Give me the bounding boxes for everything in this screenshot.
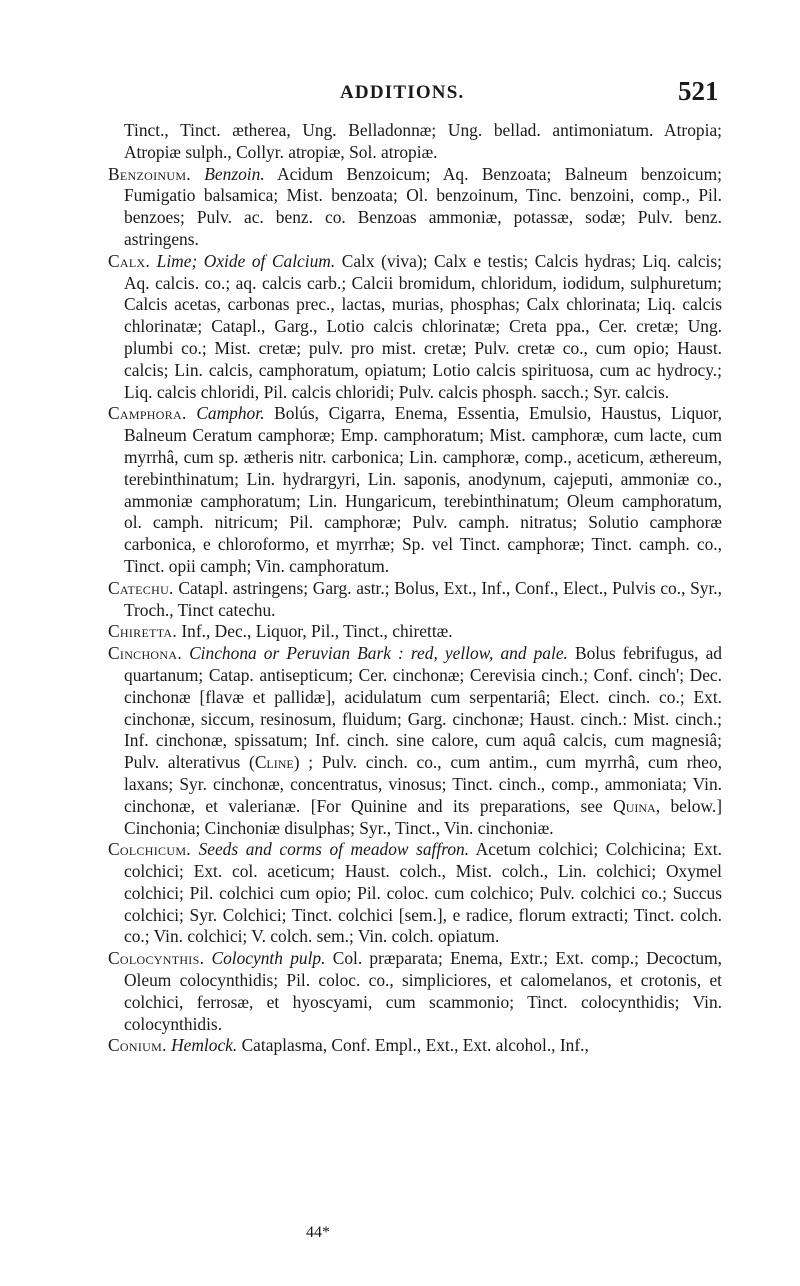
entry-headword: Chiretta. — [108, 621, 178, 642]
entry-text: Catapl. astringens; Garg. astr.; Bolus, Ext., Inf., Conf., Elect., Pulvis co., Syr., Troch., Tinct catechu. — [124, 577, 722, 620]
running-title: ADDITIONS. — [340, 82, 465, 103]
entry — [108, 120, 722, 164]
entry-headword: Colchicum. — [108, 839, 191, 860]
entry-headword: Calx. — [108, 250, 151, 271]
entry — [108, 948, 722, 1035]
entry-text: Tinct., Tinct. ætherea, Ung. Belladonnæ; Ung. bellad. antimoniatum. Atropia; Atropiæ sulph., Collyr. atropiæ, Sol. atropiæ. — [124, 120, 722, 162]
entry — [108, 839, 722, 948]
running-head — [0, 76, 800, 110]
page-number: 521 — [678, 76, 719, 106]
entry-headword: Camphora. — [108, 403, 187, 424]
entry — [108, 164, 722, 251]
entry-text: Acidum Benzoicum; Aq. Benzoata; Balneum benzoicum; Fumigatio balsamica; Mist. benzoata; Ol. benzoinum, Tinc. benzoini, comp., Pil. benzoes; Pulv. ac. benz. co. Benzoas ammoniæ, potassæ, sodæ; Pulv. benz. astringens. — [124, 163, 722, 249]
entry-crossref: Cline — [254, 752, 294, 773]
entry-gloss: Seeds and corms of meadow saffron. — [198, 839, 470, 860]
entry-gloss: Lime; Oxide of Calcium. — [156, 250, 336, 271]
entry — [108, 578, 722, 622]
entry-text — [191, 839, 199, 859]
entry-text: Bolús, Cigarra, Enema, Essentia, Emulsio, Haustus, Liquor, Balneum Ceratum camphoræ; Emp. camphoratum; Mist. camphoræ, cum lacte, cum myrrhâ, cum sp. ætheris nitr. carbonica; Lin. camphoræ, comp., aceticum, æthereum, terebinthinatum; Lin. hydrargyri, Lin. saponis, anodynum, cajeputi, ammoniæ co., ammoniæ camphoratum; Lin. Hungaricum, terebinthinatum; Oleum camphoratum, ol. camph. nitricum; Pil. camphoræ; Pulv. camph. nitratus; Solutio camphoræ carbonica, e chloroformo, et myrrhæ; Sp. vel Tinct. camphoræ; Tinct. camph. co., Tinct. opii camph; Vin. camphoratum. — [124, 403, 722, 576]
entry-text: Calx (viva); Calx e testis; Calcis hydras; Liq. calcis; Aq. calcis. co.; aq. calcis carb.; Calcii bromidum, chloridum, iodidum, sulphuretum; Calcis acetas, carbonas prec., lactas, murias, phosphas; Calx chlorinata; Liq. calcis chlorinatæ; Catapl., Garg., Lotio calcis chlorinatæ; Creta ppa., Cer. cretæ; Ung. plumbi co.; Mist. cretæ; pulv. pro mist. cretæ; Pulv. cretæ co., cum opio; Haust. calcis; Lin. calcis, camphoratum, opiatum; Lotio calcis spirituosa, cum ac hydrocy.; Liq. calcis chloridi, Pil. calcis chloridi; Pulv. calcis phosph. sacch.; Syr. calcis. — [124, 250, 722, 402]
entry-text: Col. præparata; Enema, Extr.; Ext. comp.; Decoctum, Oleum colocynthidis; Pil. coloc. co., simpliciores, et calomelanos, et crotonis, et colchici, ferrosæ, et hyoscyami, cum scammonio; Tinct. colocynthidis; Vin. colocynthidis. — [124, 948, 722, 1034]
signature-mark: 44* — [306, 1224, 330, 1241]
entry-text — [182, 643, 189, 663]
entry — [108, 251, 722, 404]
entry-crossref: Quina — [613, 795, 656, 816]
entry-headword: Colocynthis. — [108, 948, 205, 969]
entry-text: Cataplasma, Conf. Empl., Ext., Ext. alcohol., Inf., — [237, 1035, 589, 1056]
entry-gloss: Colocynth pulp. — [211, 948, 326, 969]
entry — [108, 403, 722, 577]
entry-text: ) ; Pulv. cinch. co., cum antim., cum myrrhâ, cum rheo, laxans; Syr. cinchonæ, concentratus, vinosus; Tinct. cinch., comp., ammoniata; Vin. cinchonæ, et valerianæ. [For Quinine and its preparations, see — [124, 752, 722, 816]
entry-gloss: Cinchona or Peruvian Bark : red, yellow, and pale. — [189, 643, 568, 664]
entry-headword: Catechu. — [108, 577, 174, 598]
entry-text — [191, 164, 204, 184]
entry-text — [187, 403, 197, 423]
entry — [108, 621, 722, 643]
entry-headword: Benzoinum. — [108, 163, 191, 184]
entry-headword: Cinchona. — [108, 643, 182, 664]
entry — [108, 643, 722, 839]
body-text — [108, 120, 722, 1057]
entry-text: Bolus febrifugus, ad quartanum; Catap. antisepticum; Cer. cinchonæ; Cerevisia cinch.; Conf. cinch'; Dec. cinchonæ [flavæ et pallidæ], acidulatum cum serpentariâ; Elect. cinch. co.; Ext. cinchonæ, siccum, resinosum, fluidum; Garg. cinchonæ; Haust. cinch.: Mist. cinch.; Inf. cinchonæ, spissatum; Inf. cinch. sine calore, cum aquâ calcis, cum magnesiâ; Pulv. alterativus ( — [124, 643, 722, 773]
entry — [108, 1035, 722, 1057]
entry-gloss: Camphor. — [196, 403, 265, 424]
entry-text: , below.] Cinchonia; Cinchoniæ disulphas; Syr., Tinct., Vin. cinchoniæ. — [124, 795, 722, 838]
entry-gloss: Benzoin. — [204, 163, 265, 184]
entry-headword: Conium. — [108, 1035, 167, 1056]
entry-text: Acetum colchici; Colchicina; Ext. colchici; Ext. col. aceticum; Haust. colch., Mist. colch., Lin. colchici; Oxymel colchici; Pil. colchici cum opio; Pil. coloc. cum colchico; Pulv. colchici co.; Succus colchici; Syr. Colchici; Tinct. colchici [sem.], e radice, florum extracti; Tinct. colch. co.; Vin. colchici; V. colch. sem.; Vin. colch. opiatum. — [124, 839, 722, 947]
entry-gloss: Hemlock. — [171, 1035, 238, 1056]
entry-text: Inf., Dec., Liquor, Pil., Tinct., chirettæ. — [177, 621, 453, 642]
